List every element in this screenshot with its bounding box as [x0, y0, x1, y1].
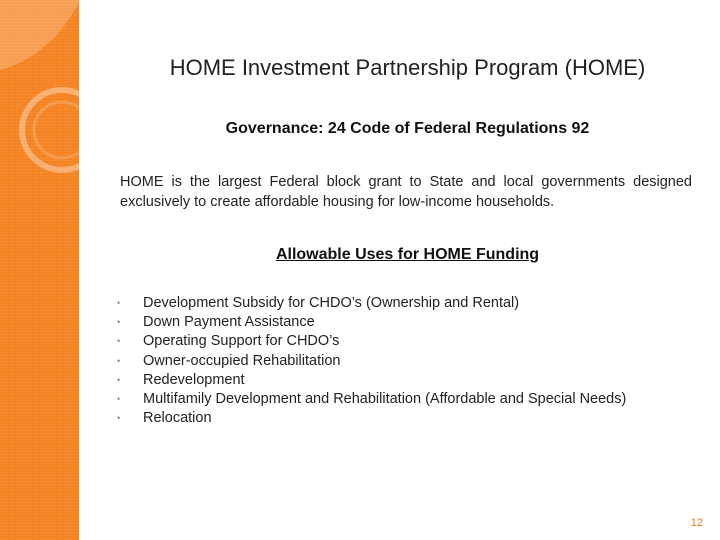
list-item: [117, 332, 626, 351]
list-item: [117, 409, 626, 428]
list-item: [117, 313, 626, 332]
list-item: [117, 371, 626, 390]
list-item-label: Development Subsidy for CHDO’s (Ownership and Rental): [143, 295, 520, 311]
list-item-label: Redevelopment: [143, 371, 245, 388]
bullet-icon: •: [117, 355, 121, 366]
bullet-icon: •: [117, 336, 121, 347]
list-item-label: Multifamily Development and Rehabilitation (Affordable and Special Needs): [143, 390, 627, 407]
list-item-label: Owner-occupied Rehabilitation: [143, 352, 341, 369]
orange-side-band: [0, 0, 79, 540]
list-item: [117, 294, 626, 313]
list-item: [117, 390, 626, 409]
bullet-icon: •: [117, 298, 121, 308]
bullet-icon: •: [117, 374, 121, 385]
page-number: 12: [690, 517, 703, 529]
bullet-icon: •: [117, 317, 121, 328]
uses-list: [117, 294, 626, 428]
intro-paragraph: HOME is the largest Federal block grant to State and local governments designed exclusively to create affordable housing for low-income households.: [120, 174, 692, 210]
bullet-icon: •: [117, 413, 121, 424]
list-item: [117, 352, 626, 371]
bullet-icon: •: [117, 393, 121, 404]
page-title: HOME Investment Partnership Program (HOME): [169, 55, 646, 80]
uses-heading: Allowable Uses for HOME Funding: [275, 246, 540, 263]
list-item-label: Down Payment Assistance: [143, 314, 315, 331]
list-item-label: Operating Support for CHDO’s: [143, 333, 340, 350]
decorative-circles-icon: [0, 0, 79, 200]
list-item-label: Relocation: [143, 410, 212, 427]
governance-line: Governance: 24 Code of Federal Regulations 92: [225, 120, 590, 137]
